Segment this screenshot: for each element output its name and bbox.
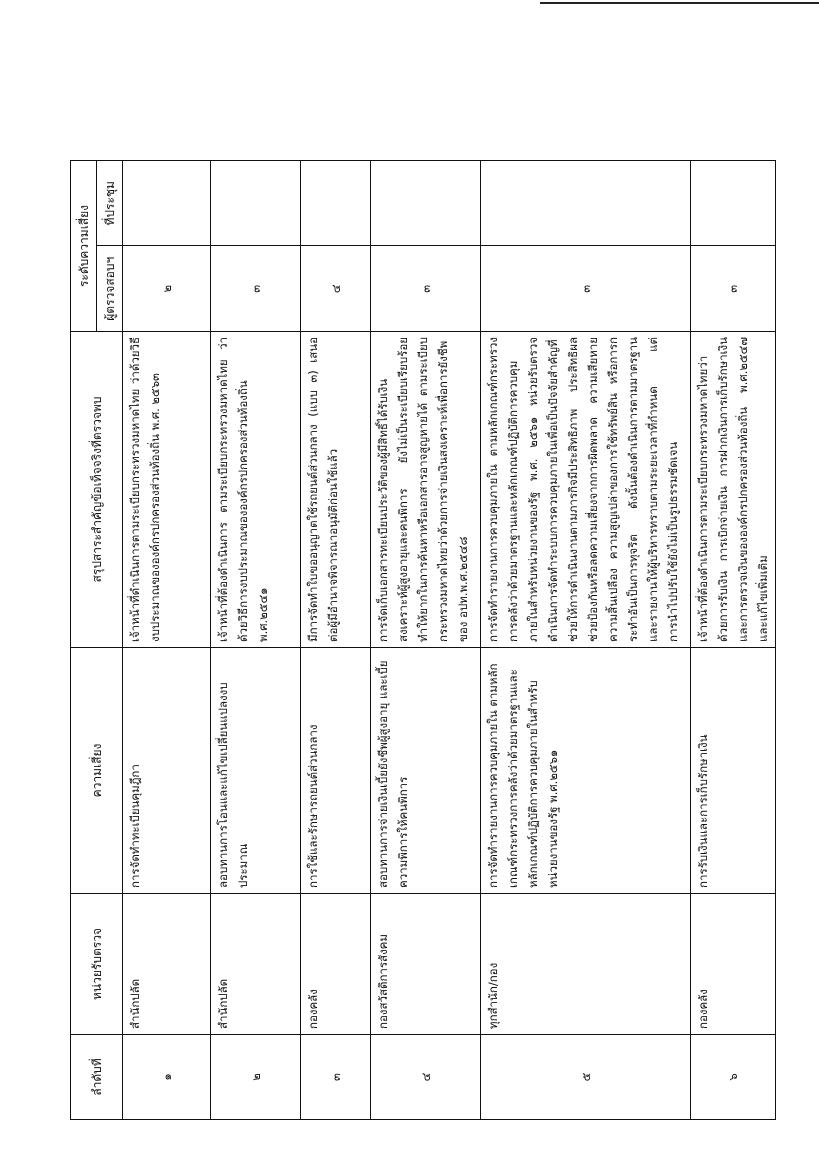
header-summary: สรุปสาระสำคัญข้อเท็จจริงที่ตรวจพบ bbox=[71, 332, 123, 648]
row-summary: เจ้าหน้าที่ต้องดำเนินการ ตามระเบียบกระทรวงมหาดไทย ว่าด้วยวิธีการงบประมาณขององค์กรปกครองส่วนท้องถิ่น พ.ศ.๒๕๔๑ bbox=[211, 332, 301, 648]
header-no: ลำดับที่ bbox=[71, 1035, 123, 1120]
row-no: ๓ bbox=[301, 1035, 371, 1120]
risk-table bbox=[70, 160, 776, 1120]
row-level-auditor: ๓ bbox=[371, 246, 481, 332]
row-unit: สำนักปลัด bbox=[211, 894, 301, 1035]
row-risk: ลอบทานการโอนและแก้ไขเปลี่ยนแปลงงบประมาณ bbox=[211, 648, 301, 894]
row-summary: มีการจัดทำใบขออนุญาตใช้รถยนต์ส่วนกลาง (แบบ ๓) เสนอต่อผู้มีอำนาจพิจารณาอนุมัติก่อนใช้แล้ว bbox=[301, 332, 371, 648]
row-risk: การจัดทำรายงานการควบคุมภายใน ตามหลักเกณฑ์กระทรวงการคลังว่าด้วยมาตรฐานและหลักเกณฑ์ปฏิบัติการควบคุมภายในสำหรับหน่วยงานของรัฐ พ.ศ.๒๕๖๑ bbox=[481, 648, 691, 894]
header-level-meeting: ที่ประชุม bbox=[97, 161, 123, 247]
table-row bbox=[691, 161, 776, 1120]
row-level-meeting bbox=[211, 161, 301, 247]
row-unit: สำนักปลัด bbox=[123, 894, 211, 1035]
header-unit: หน่วยรับตรวจ bbox=[71, 894, 123, 1035]
row-unit: กองคลัง bbox=[301, 894, 371, 1035]
row-summary: การจัดเก็บเอกสารทะเบียนประวัติของผู้มีสิทธิ์ได้รับเงินสงเคราะห์ผู้สูงอายุและคนพิการ ยังไม่เป็นระเบียบเรียบร้อย ทำให้ยากในการค้นหาหรือเอกสารอาจสูญหายได้ ตามระเบียบกระทรวงมหาดไทยว่าด้วยการจ่ายเงินสงเคราะห์เพื่อการยังชีพของ อปท.พ.ศ.๒๕๔๘ bbox=[371, 332, 481, 648]
row-level-auditor: ๓ bbox=[481, 246, 691, 332]
rotated-page bbox=[70, 160, 775, 1120]
row-risk: การใช้และรักษารถยนต์ส่วนกลาง bbox=[301, 648, 371, 894]
row-level-meeting bbox=[123, 161, 211, 247]
row-unit: กองสวัสดิการสังคม bbox=[371, 894, 481, 1035]
row-unit: ทุกสำนัก/กอง bbox=[481, 894, 691, 1035]
table-row bbox=[481, 161, 691, 1120]
row-risk: การรับเงินและการเก็บรักษาเงิน bbox=[691, 648, 776, 894]
row-summary: เจ้าหน้าที่ดำเนินการตามระเบียบกระทรวงมหาดไทย ว่าด้วยวิธีงบประมาณขององค์กรปกครองส่วนท้องถิ่น พ.ศ. ๒๕๖๓ bbox=[123, 332, 211, 648]
header-risk: ความเสี่ยง bbox=[71, 648, 123, 894]
row-level-meeting bbox=[691, 161, 776, 247]
row-level-auditor: ๒ bbox=[123, 246, 211, 332]
row-level-meeting bbox=[371, 161, 481, 247]
row-no: ๔ bbox=[371, 1035, 481, 1120]
row-level-auditor: ๓ bbox=[211, 246, 301, 332]
row-unit: กองคลัง bbox=[691, 894, 776, 1035]
row-level-meeting bbox=[481, 161, 691, 247]
row-no: ๑ bbox=[123, 1035, 211, 1120]
table-row bbox=[123, 161, 211, 1120]
top-rule bbox=[540, 2, 819, 4]
header-level-auditor: ผู้ตรวจสอบฯ bbox=[97, 246, 123, 332]
row-level-auditor: ๔ bbox=[301, 246, 371, 332]
table-row bbox=[301, 161, 371, 1120]
row-level-meeting bbox=[301, 161, 371, 247]
row-level-auditor: ๓ bbox=[691, 246, 776, 332]
row-summary: เจ้าหน้าที่ต้องดำเนินการตามระเบียบกระทรวงมหาดไทยว่าด้วยการรับเงิน การเบิกจ่ายเงิน การฝากเงินการเก็บรักษาเงินและการตรวจเงินขององค์กรปกครองส่วนท้องถิ่น พ.ศ.๒๕๔๗ และแก้ไขเพิ่มเติม bbox=[691, 332, 776, 648]
row-no: ๖ bbox=[691, 1035, 776, 1120]
row-risk: การจัดทำทะเบียนคุมฎีกา bbox=[123, 648, 211, 894]
row-summary: การจัดทำรายงานการควบคุมภายใน ตามหลักเกณฑ์กระทรวงการคลังว่าด้วยมาตรฐานและหลักเกณฑ์ปฏิบัติการควบคุมภายในสำหรับหน่วยงานของรัฐ พ.ศ. ๒๕๖๑ หน่วยรับตรวจ ดำเนินการจัดทำระบบการควบคุมภายในเพื่อเป็นปัจจัยสำคัญที่ช่วยให้การดำเนินงานตามภารกิจมีประสิทธิภาพ ประสิทธิผล ช่วยป้องกันหรือลดความเสี่ยงจากการผิดพลาด ความเสียหาย ความสิ้นเปลือง ความสูญเปล่าของการใช้ทรัพย์สิน หรือการกระทำอันเป็นการทุจริต ดังนั้นต้องดำเนินการตามมาตรฐาน และรายงานให้ผู้บริหารทราบตามระยะเวลาที่กำหนด แต่การนำไปปรับใช้ยังไม่เป็นรูปธรรมชัดเจน bbox=[481, 332, 691, 648]
header-level: ระดับความเสี่ยง bbox=[71, 161, 97, 332]
table-row bbox=[211, 161, 301, 1120]
row-no: ๒ bbox=[211, 1035, 301, 1120]
row-risk: สอบทานการจ่ายเงินเบี้ยยังชีพผู้สูงอายุ และเบี้ยความพิการให้คนพิการ bbox=[371, 648, 481, 894]
table-row bbox=[371, 161, 481, 1120]
row-no: ๕ bbox=[481, 1035, 691, 1120]
